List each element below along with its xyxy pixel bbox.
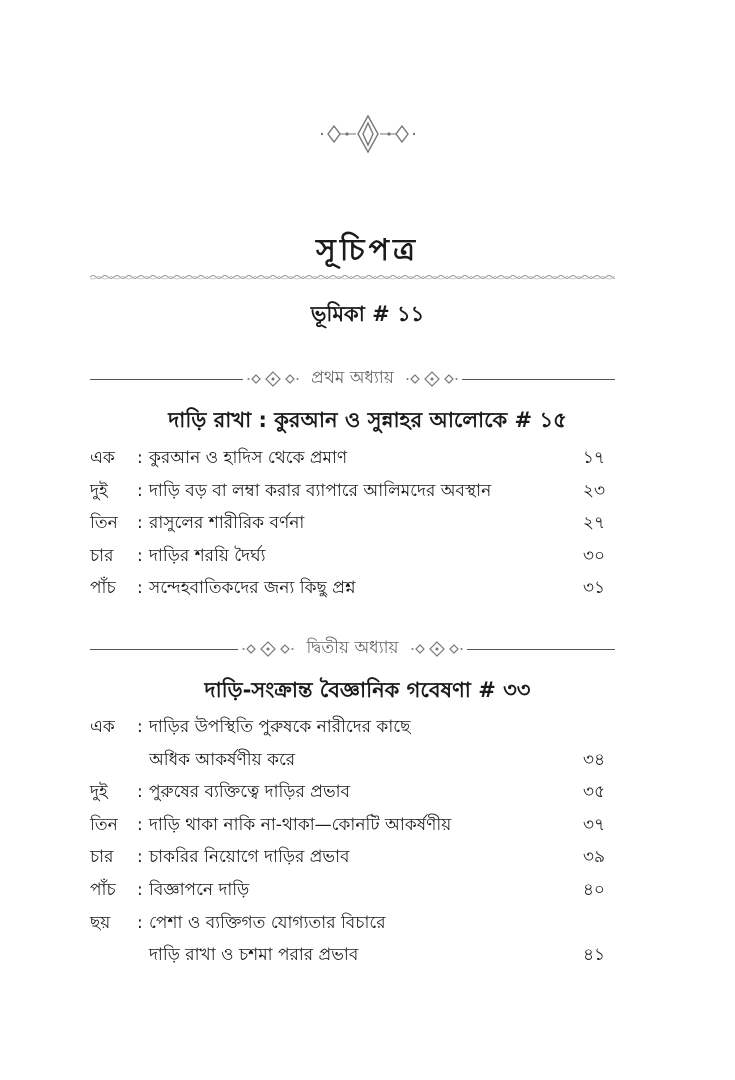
chapter-heading-1[interactable]: দাড়ি রাখা : কুরআন ও সুন্নাহর আলোকে # ১৫ [168, 408, 567, 432]
chapter-label: প্রথম অধ্যায় [311, 368, 394, 388]
entry-number: দুই [90, 782, 108, 803]
toc-entry[interactable] [90, 507, 615, 540]
ornament-icon [411, 639, 463, 659]
ornament-icon [242, 639, 294, 659]
entry-separator: : [137, 879, 143, 900]
toc-entry[interactable] [90, 442, 615, 475]
divider-line [90, 649, 238, 650]
entry-title: দাড়ি রাখা ও চশমা পরার প্রভাব [149, 945, 359, 966]
chapter-heading-2[interactable]: দাড়ি-সংক্রান্ত বৈজ্ঞানিক গবেষণা # ৩৩ [204, 678, 531, 702]
toc-list-chapter-2 [90, 711, 615, 972]
divider-line [467, 649, 615, 650]
toc-entry[interactable] [90, 711, 615, 744]
entry-separator: : [137, 782, 143, 803]
entry-page-number: ৩৭ [582, 814, 605, 835]
entry-separator: : [137, 513, 143, 534]
toc-entry[interactable] [90, 744, 615, 777]
entry-separator: : [137, 448, 143, 468]
entry-number: পাঁচ [90, 578, 116, 599]
ornament-icon [406, 369, 458, 389]
entry-number: তিন [90, 814, 118, 835]
entry-title: চাকরির নিয়োগে দাড়ির প্রভাব [149, 847, 350, 868]
entry-page-number: ৪১ [582, 945, 605, 966]
entry-page-number: ৩১ [582, 578, 605, 599]
entry-separator: : [137, 578, 143, 599]
entry-title: দাড়ির উপস্থিতি পুরুষকে নারীদের কাছে [149, 717, 411, 737]
wavy-divider [90, 273, 615, 281]
entry-number: পাঁচ [90, 879, 116, 900]
entry-page-number: ২৭ [582, 513, 605, 534]
entry-separator: : [137, 814, 143, 835]
entry-title: দাড়ি বড় বা লম্বা করার ব্যাপারে আলিমদের অবস্থান [149, 480, 492, 501]
entry-title: দাড়ি থাকা নাকি না-থাকা—কোনটি আকর্ষণীয় [149, 814, 452, 835]
entry-page-number: ৩৫ [582, 782, 605, 803]
toc-entry[interactable] [90, 475, 615, 508]
toc-entry[interactable] [90, 841, 615, 874]
toc-entry[interactable] [90, 572, 615, 605]
entry-page-number: ২৩ [582, 480, 605, 501]
toc-entry[interactable] [90, 540, 615, 573]
entry-number: এক [90, 448, 115, 468]
entry-page-number: ৪০ [582, 879, 605, 900]
divider-line [90, 379, 243, 380]
entry-title: পেশা ও ব্যক্তিগত যোগ্যতার বিচারে [149, 912, 386, 933]
page-title: সূচিপত্র [316, 233, 419, 268]
entry-title: রাসুলের শারীরিক বর্ণনা [149, 513, 305, 534]
divider-line [462, 379, 615, 380]
entry-number: চার [90, 545, 114, 566]
entry-separator: : [137, 545, 143, 566]
toc-entry[interactable] [90, 907, 615, 940]
entry-page-number: ৩৪ [582, 749, 605, 770]
entry-title: সন্দেহবাতিকদের জন্য কিছু প্রশ্ন [149, 578, 356, 599]
top-ornament [0, 112, 735, 156]
toc-entry[interactable] [90, 776, 615, 809]
toc-entry[interactable] [90, 874, 615, 907]
chapter-divider-1 [90, 366, 615, 392]
entry-page-number: ৩০ [582, 545, 605, 566]
intro-entry[interactable]: ভূমিকা # ১১ [310, 302, 425, 326]
entry-separator: : [137, 847, 143, 868]
entry-title: অধিক আকর্ষণীয় করে [149, 749, 296, 770]
chapter-divider-2 [90, 636, 615, 662]
entry-number: এক [90, 717, 115, 737]
entry-number: তিন [90, 513, 118, 534]
entry-number: দুই [90, 480, 108, 501]
toc-entry[interactable] [90, 939, 615, 972]
entry-title: পুরুষের ব্যক্তিত্বে দাড়ির প্রভাব [149, 782, 351, 803]
entry-title: কুরআন ও হাদিস থেকে প্রমাণ [149, 448, 348, 468]
diamond-ornament-icon [318, 112, 418, 156]
ornament-icon [247, 369, 299, 389]
entry-title: বিজ্ঞাপনে দাড়ি [149, 879, 250, 900]
entry-number: ছয় [90, 912, 111, 933]
entry-separator: : [137, 912, 143, 933]
toc-list-chapter-1 [90, 442, 615, 605]
entry-title: দাড়ির শরয়ি দৈর্ঘ্য [149, 545, 266, 566]
entry-separator: : [137, 717, 143, 737]
entry-page-number: ৩৯ [582, 847, 605, 868]
toc-entry[interactable] [90, 809, 615, 842]
entry-number: চার [90, 847, 114, 868]
chapter-label: দ্বিতীয় অধ্যায় [306, 638, 399, 658]
entry-page-number: ১৭ [582, 448, 605, 468]
entry-separator: : [137, 480, 143, 501]
